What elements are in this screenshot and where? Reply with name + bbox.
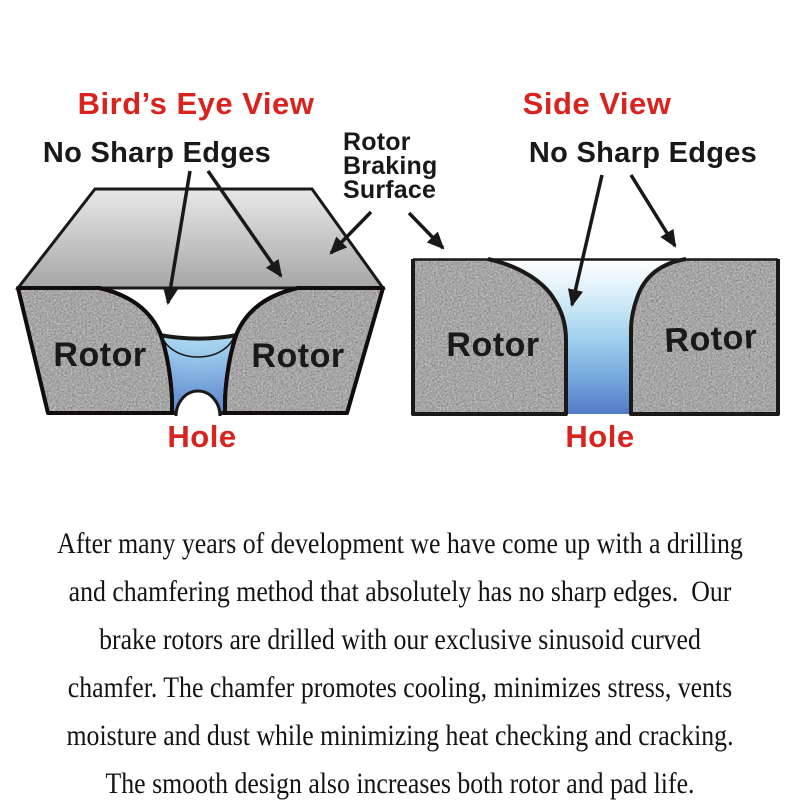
birds-eye-view-title: Bird’s Eye View: [77, 86, 315, 121]
rotor-label-sideview-right: Rotor: [663, 317, 759, 361]
rotor-label-birdseye-left: Rotor: [53, 336, 147, 374]
arrow-braking-surface-right: [409, 213, 443, 248]
paragraph-line: moisture and dust while minimizing heat checking and cracking.: [66, 719, 734, 752]
rotor-braking-surface-label: [343, 130, 437, 202]
arrow-no-sharp-edges-right-b: [631, 175, 675, 246]
rotor-braking-surface-line2: Braking: [343, 152, 438, 180]
birds-eye-diagram: [18, 189, 383, 416]
no-sharp-edges-label-right: No Sharp Edges: [528, 137, 758, 169]
paragraph-line: chamfer. The chamfer promotes cooling, minimizes stress, vents: [67, 671, 733, 704]
rotor-braking-surface-line1: Rotor: [343, 128, 411, 156]
rotor-label-birdseye-right: Rotor: [251, 337, 345, 375]
no-sharp-edges-label-left: No Sharp Edges: [42, 137, 272, 169]
rotor-braking-surface-line3: Surface: [343, 176, 437, 204]
hole-label-birdseye: Hole: [167, 419, 237, 454]
paragraph-line: brake rotors are drilled with our exclusive sinusoid curved: [99, 623, 701, 656]
rotor-top-surface: [18, 189, 383, 288]
paragraph-line: After many years of development we have come up with a drilling: [57, 527, 743, 560]
paragraph-line: The smooth design also increases both rotor and pad life.: [105, 767, 695, 800]
description-paragraph: [4, 520, 795, 800]
rotor-label-sideview-left: Rotor: [446, 326, 540, 364]
side-view-title: Side View: [522, 86, 672, 121]
paragraph-line: and chamfering method that absolutely has no sharp edges. Our: [68, 575, 732, 608]
hole-label-sideview: Hole: [565, 419, 635, 454]
